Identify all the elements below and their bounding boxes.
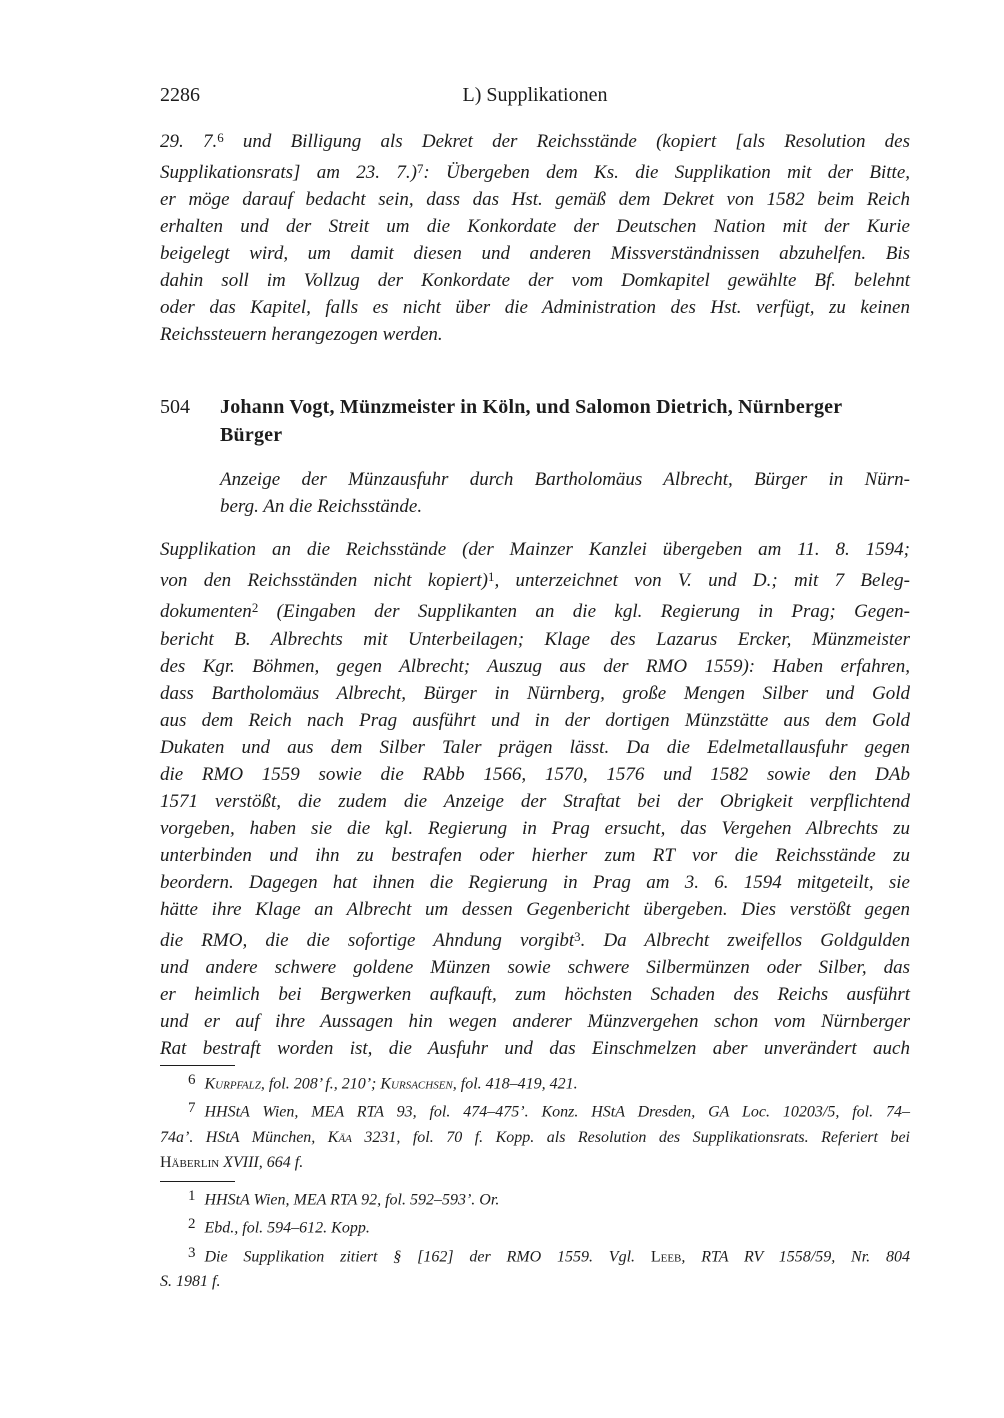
text-segment: beigelegt wird, um damit diesen und anderen Missverständnissen abzuhelfen. Bis xyxy=(160,243,910,265)
footnote-group-this-entry xyxy=(160,1184,910,1295)
body-text-line xyxy=(160,896,910,923)
text-segment: unterbinden und ihn zu bestrafen oder hierher zum RT vor die Reichsstände zu xyxy=(160,844,910,866)
carryover-text-line xyxy=(160,267,910,294)
text-segment: dahin soll im Vollzug der Konkordate der vom Domkapitel gewählte Bf. belehnt xyxy=(160,270,910,292)
footnote-marker: 1 xyxy=(188,1187,196,1204)
body-text-line xyxy=(160,734,910,761)
text-segment: (Eingaben der Supplikanten an die kgl. Regierung in Prag; Gegen- xyxy=(258,601,910,623)
text-segment: Supplikationsrats] am 23. 7.) xyxy=(160,162,417,184)
text-segment: Leeb xyxy=(650,1248,682,1266)
body-text-line xyxy=(160,788,910,815)
body-text-line xyxy=(160,1008,910,1035)
text-segment: er heimlich bei Bergwerken aufkauft, zum höchsten Schaden des Reichs ausführt xyxy=(160,983,910,1005)
footnote-marker: 2 xyxy=(188,1216,196,1233)
body-text-line xyxy=(160,594,910,625)
text-segment: er möge darauf bedacht sein, dass das Hst. gemäß dem Dekret von 1582 beim Reich xyxy=(160,189,910,211)
text-segment: : Übergeben dem Ks. die Supplikation mit der Bitte, xyxy=(423,162,911,184)
body-text-line xyxy=(160,563,910,594)
footnote-line xyxy=(160,1150,910,1175)
text-segment: Ebd., fol. 594–612. Kopp. xyxy=(204,1219,370,1237)
regest-text-line xyxy=(220,493,910,520)
text-segment: und er auf ihre Aussagen hin wegen anderer Münzvergehen schon vom Nürnberger xyxy=(160,1010,910,1032)
text-segment: HHStA Wien, MEA RTA 92, fol. 592–593’. Or. xyxy=(204,1191,500,1209)
body-text-line xyxy=(160,869,910,896)
footnote-line xyxy=(160,1212,910,1241)
text-segment: beordern. Dagegen hat ihnen die Regierung in Prag am 3. 6. 1594 mitgeteilt, sie xyxy=(160,871,910,893)
text-segment: Käa xyxy=(327,1128,352,1146)
regest-text-line xyxy=(220,466,910,493)
text-segment: Anzeige der Münzausfuhr durch Bartholomäus Albrecht, Bürger in Nürn- xyxy=(220,469,910,491)
body-text-line xyxy=(160,680,910,707)
text-segment: , RTA RV 1558/59, Nr. 804 xyxy=(681,1248,910,1266)
entry-title xyxy=(220,393,910,449)
footnote-line xyxy=(160,1184,910,1213)
carryover-text-line xyxy=(160,294,910,321)
footnote-reference: 2 xyxy=(251,600,259,616)
text-segment: Kurpfalz xyxy=(204,1075,261,1093)
footnote-line xyxy=(160,1096,910,1125)
carryover-text-line xyxy=(160,213,910,240)
entry-title-line xyxy=(220,393,910,421)
footnote-marker: 3 xyxy=(188,1244,196,1261)
text-segment: oder das Kapitel, falls es nicht über die Administration des Hst. verfügt, zu keinen xyxy=(160,297,910,319)
text-segment: Supplikation an die Reichsstände (der Mainzer Kanzlei übergeben am 11. 8. 1594; xyxy=(160,539,910,561)
text-segment: dokumenten xyxy=(160,601,252,623)
entry-title-line xyxy=(220,421,910,449)
body-text-line xyxy=(160,923,910,954)
page-number: 2286 xyxy=(160,84,200,106)
page-header xyxy=(160,82,910,109)
carryover-paragraph xyxy=(160,124,910,348)
body-text-line xyxy=(160,815,910,842)
text-segment: , fol. 418–419, 421. xyxy=(452,1075,578,1093)
footnote-marker: 7 xyxy=(188,1100,196,1117)
body-text-line xyxy=(160,761,910,788)
text-segment: Kursachsen xyxy=(380,1075,453,1093)
text-segment: 1571 verstößt, die zudem die Anzeige der Straftat bei der Obrigkeit verpflichtend xyxy=(160,790,910,812)
footnote-line xyxy=(160,1068,910,1097)
footnote-reference: 3 xyxy=(574,928,581,944)
body-text-line xyxy=(160,707,910,734)
footnote-separator xyxy=(160,1065,235,1066)
body-text-line xyxy=(160,954,910,981)
body-text-line xyxy=(160,653,910,680)
carryover-text-line xyxy=(160,186,910,213)
footnote-line xyxy=(160,1269,910,1294)
text-segment: 3231, fol. 70 f. Kopp. als Resolution des Supplikationsrats. Referiert bei xyxy=(351,1128,911,1146)
text-segment: dass Bartholomäus Albrecht, Bürger in Nürnberg, große Mengen Silber und Gold xyxy=(160,682,910,704)
footnote-line xyxy=(160,1125,910,1150)
footnote-marker: 6 xyxy=(188,1071,196,1088)
text-segment: Bürger xyxy=(220,424,283,447)
body-text-line xyxy=(160,626,910,653)
text-segment: HHStA Wien, MEA RTA 93, fol. 474–475’. Konz. HStA Dresden, GA Loc. 10203/5, fol. 74– xyxy=(204,1103,910,1121)
text-segment: Die Supplikation zitiert § [162] der RMO 1559. Vgl. xyxy=(204,1248,651,1266)
text-segment: und Billigung als Dekret der Reichsstände (kopiert [als Resolution des xyxy=(223,131,911,153)
body-text-line xyxy=(160,842,910,869)
carryover-text-line xyxy=(160,321,910,348)
text-segment: die RMO, die die sofortige Ahndung vorgibt xyxy=(160,929,575,951)
text-segment: und andere schwere goldene Münzen sowie schwere Silbermünzen oder Silber, das xyxy=(160,956,910,978)
entry-number: 504 xyxy=(160,396,190,419)
text-segment: Rat bestraft worden ist, die Ausfuhr und das Einschmelzen aber unverändert auch xyxy=(160,1037,910,1059)
text-segment: , fol. 208’ f., 210’; xyxy=(260,1075,381,1093)
text-segment: vorgeben, haben sie die kgl. Regierung in Prag ersucht, das Vergehen Albrechts zu xyxy=(160,817,910,839)
text-segment: XVIII, 664 f. xyxy=(219,1153,304,1171)
text-segment: berg. An die Reichsstände. xyxy=(220,496,423,518)
text-segment: die RMO 1559 sowie die RAbb 1566, 1570, 1576 und 1582 sowie den DAb xyxy=(160,763,910,785)
running-head: L) Supplikationen xyxy=(462,84,608,106)
entry-heading xyxy=(160,393,910,449)
text-segment: Häberlin xyxy=(160,1153,220,1171)
text-segment: erhalten und der Streit um die Konkordate der Deutschen Nation mit der Kurie xyxy=(160,216,910,238)
text-segment: Dukaten und aus dem Silber Taler prägen lässt. Da die Edelmetallausfuhr gegen xyxy=(160,736,910,758)
footnote-reference: 7 xyxy=(416,161,424,177)
footnote-reference: 6 xyxy=(217,130,224,145)
text-segment: 29. 7. xyxy=(160,131,218,153)
carryover-text-line xyxy=(160,240,910,267)
text-segment: . Da Albrecht zweifellos Goldgulden xyxy=(580,929,910,951)
footnote-reference: 1 xyxy=(487,569,495,585)
text-segment: des Kgr. Böhmen, gegen Albrecht; Auszug aus der RMO 1559): Haben erfahren, xyxy=(160,655,910,677)
text-segment: von den Reichsständen nicht kopiert) xyxy=(160,570,488,592)
body-text-line xyxy=(160,1035,910,1062)
carryover-text-line xyxy=(160,155,910,186)
body-text-line xyxy=(160,981,910,1008)
footnote-line xyxy=(160,1241,910,1270)
footnote-separator xyxy=(160,1181,235,1182)
text-segment: , unterzeichnet von V. und D.; mit 7 Beleg- xyxy=(494,570,910,592)
body-text-line xyxy=(160,536,910,563)
text-segment: Reichssteuern herangezogen werden. xyxy=(160,324,443,346)
text-segment: S. 1981 f. xyxy=(160,1273,221,1291)
footnote-group-previous-entry xyxy=(160,1068,910,1175)
entry-body-paragraph xyxy=(160,536,910,1061)
entry-regest xyxy=(220,466,910,520)
carryover-text-line xyxy=(160,124,910,155)
text-segment: Johann Vogt, Münzmeister in Köln, und Salomon Dietrich, Nürnberger xyxy=(220,396,843,419)
text-segment: 74a’. HStA München, xyxy=(160,1128,328,1146)
text-segment: bericht B. Albrechts mit Unterbeilagen; Klage des Lazarus Ercker, Münzmeister xyxy=(160,628,910,650)
text-segment: hätte ihre Klage an Albrecht um dessen Gegenbericht übergeben. Dies verstößt gegen xyxy=(160,898,910,920)
text-segment: aus dem Reich nach Prag ausführt und in der dortigen Münzstätte aus dem Gold xyxy=(160,709,910,731)
